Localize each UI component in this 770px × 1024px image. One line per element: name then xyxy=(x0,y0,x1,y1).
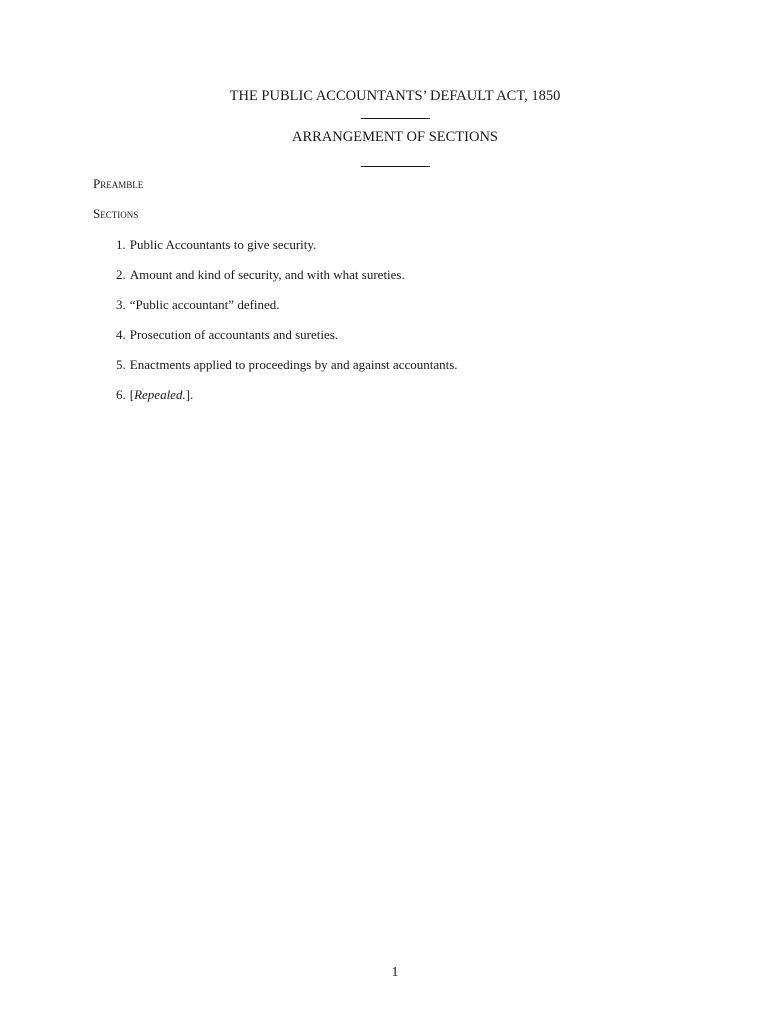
repealed-label: Repealed. xyxy=(134,387,186,402)
sections-heading: Sections xyxy=(93,206,139,221)
section-text: Amount and kind of security, and with what sureties. xyxy=(129,267,405,282)
repealed-open-bracket: [ xyxy=(129,387,135,402)
section-text: Public Accountants to give security. xyxy=(129,237,317,252)
title-divider xyxy=(361,118,430,119)
section-number: 4. xyxy=(116,327,126,342)
arrangement-heading: ARRANGEMENT OF SECTIONS xyxy=(292,129,498,145)
section-number: 3. xyxy=(116,297,126,312)
section-number: 1. xyxy=(116,237,126,252)
page-number: 1 xyxy=(391,965,399,980)
section-item xyxy=(116,357,458,387)
preamble-heading: Preamble xyxy=(93,176,144,191)
section-item xyxy=(116,267,458,297)
section-item xyxy=(116,297,458,327)
section-text: “Public accountant” defined. xyxy=(129,297,280,312)
section-text: Prosecution of accountants and sureties. xyxy=(129,327,339,342)
section-item xyxy=(116,327,458,357)
act-title: THE PUBLIC ACCOUNTANTS’ DEFAULT ACT, 1850 xyxy=(229,88,561,104)
section-number: 5. xyxy=(116,357,126,372)
section-item-repealed xyxy=(116,387,458,417)
sections-list xyxy=(116,237,458,417)
section-text: Enactments applied to proceedings by and against accountants. xyxy=(129,357,458,372)
section-item xyxy=(116,237,458,267)
section-number: 2. xyxy=(116,267,126,282)
subtitle-divider xyxy=(361,166,430,167)
section-number: 6. xyxy=(116,387,126,402)
repealed-close-bracket: ]. xyxy=(185,387,194,402)
